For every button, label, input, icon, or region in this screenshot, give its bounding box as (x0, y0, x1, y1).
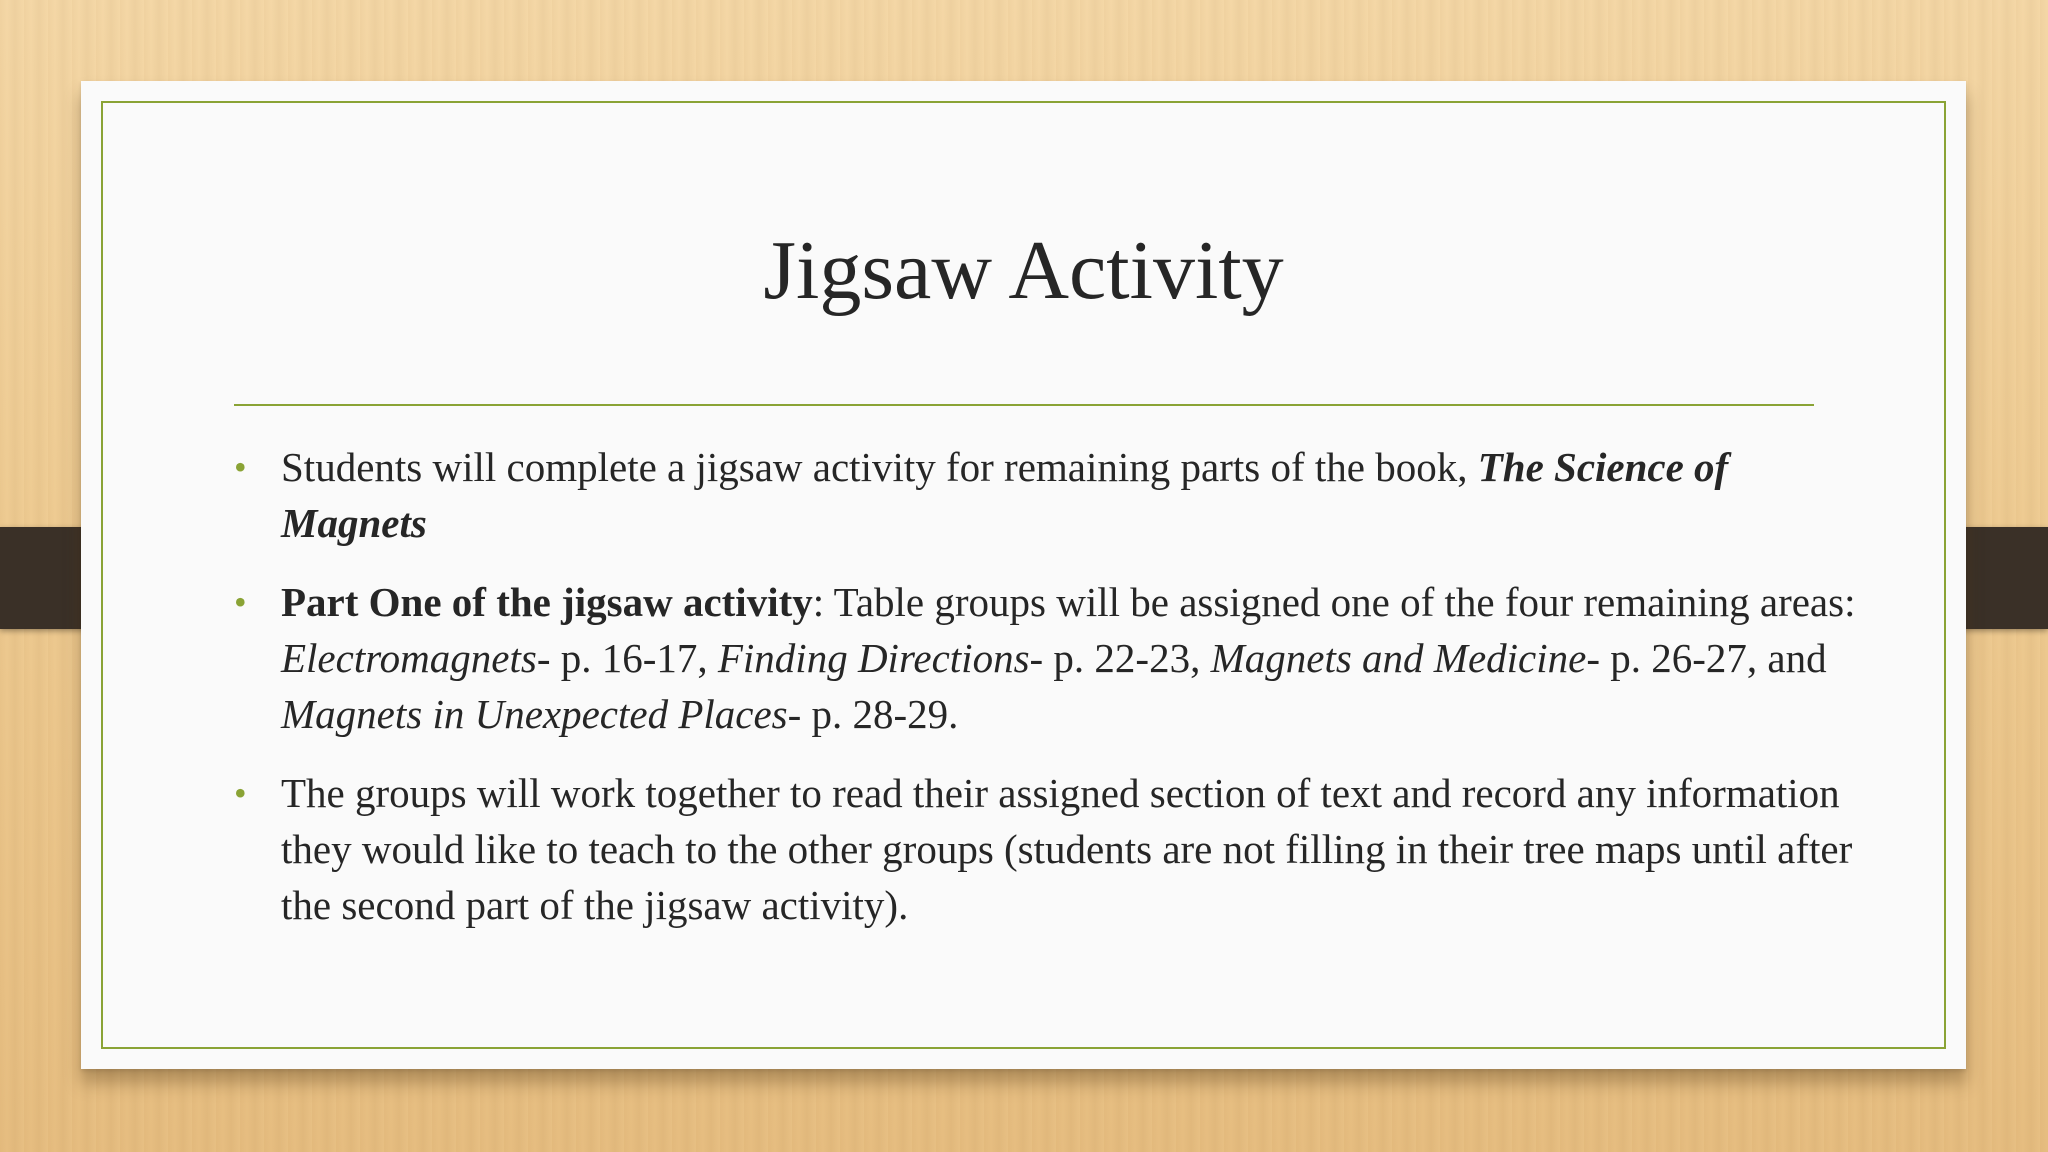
bullet-text-run: The groups will work together to read their assigned section of text and record any information they would like to teach to the other groups (students are not filling in their tree maps until after the second part of the jigsaw activity). (281, 770, 1853, 928)
bullet-item (234, 765, 1874, 933)
bullet-item (234, 574, 1874, 742)
bullet-text-run: The Science of Magnets (281, 444, 1729, 546)
bullet-dot-icon: • (234, 582, 247, 622)
slide-card (81, 81, 1966, 1069)
title-divider (234, 404, 1814, 406)
bullet-text-run: Magnets in Unexpected Places (281, 691, 788, 737)
bullet-text-run: Students will complete a jigsaw activity for remaining parts of the book, (281, 444, 1478, 490)
bullet-list (234, 439, 1874, 956)
bullet-text-run: - p. 16-17, (536, 635, 718, 681)
bullet-text-run: - p. 28-29. (787, 691, 959, 737)
bullet-item (234, 439, 1874, 551)
bullet-dot-icon: • (234, 773, 247, 813)
bullet-text-run: Electromagnets (281, 635, 537, 681)
bullet-text-run: - p. 26-27, and (1586, 635, 1827, 681)
bullet-text-run: : Table groups will be assigned one of the four remaining areas: (812, 579, 1856, 625)
bullet-text-run: Part One of the jigsaw activity (281, 579, 813, 625)
bullet-dot-icon: • (234, 447, 247, 487)
bullet-text-run: Finding Directions (717, 635, 1030, 681)
bullet-text-run: Magnets and Medicine (1210, 635, 1587, 681)
slide-title: Jigsaw Activity (763, 224, 1284, 317)
bullet-text-run: - p. 22-23, (1029, 635, 1211, 681)
